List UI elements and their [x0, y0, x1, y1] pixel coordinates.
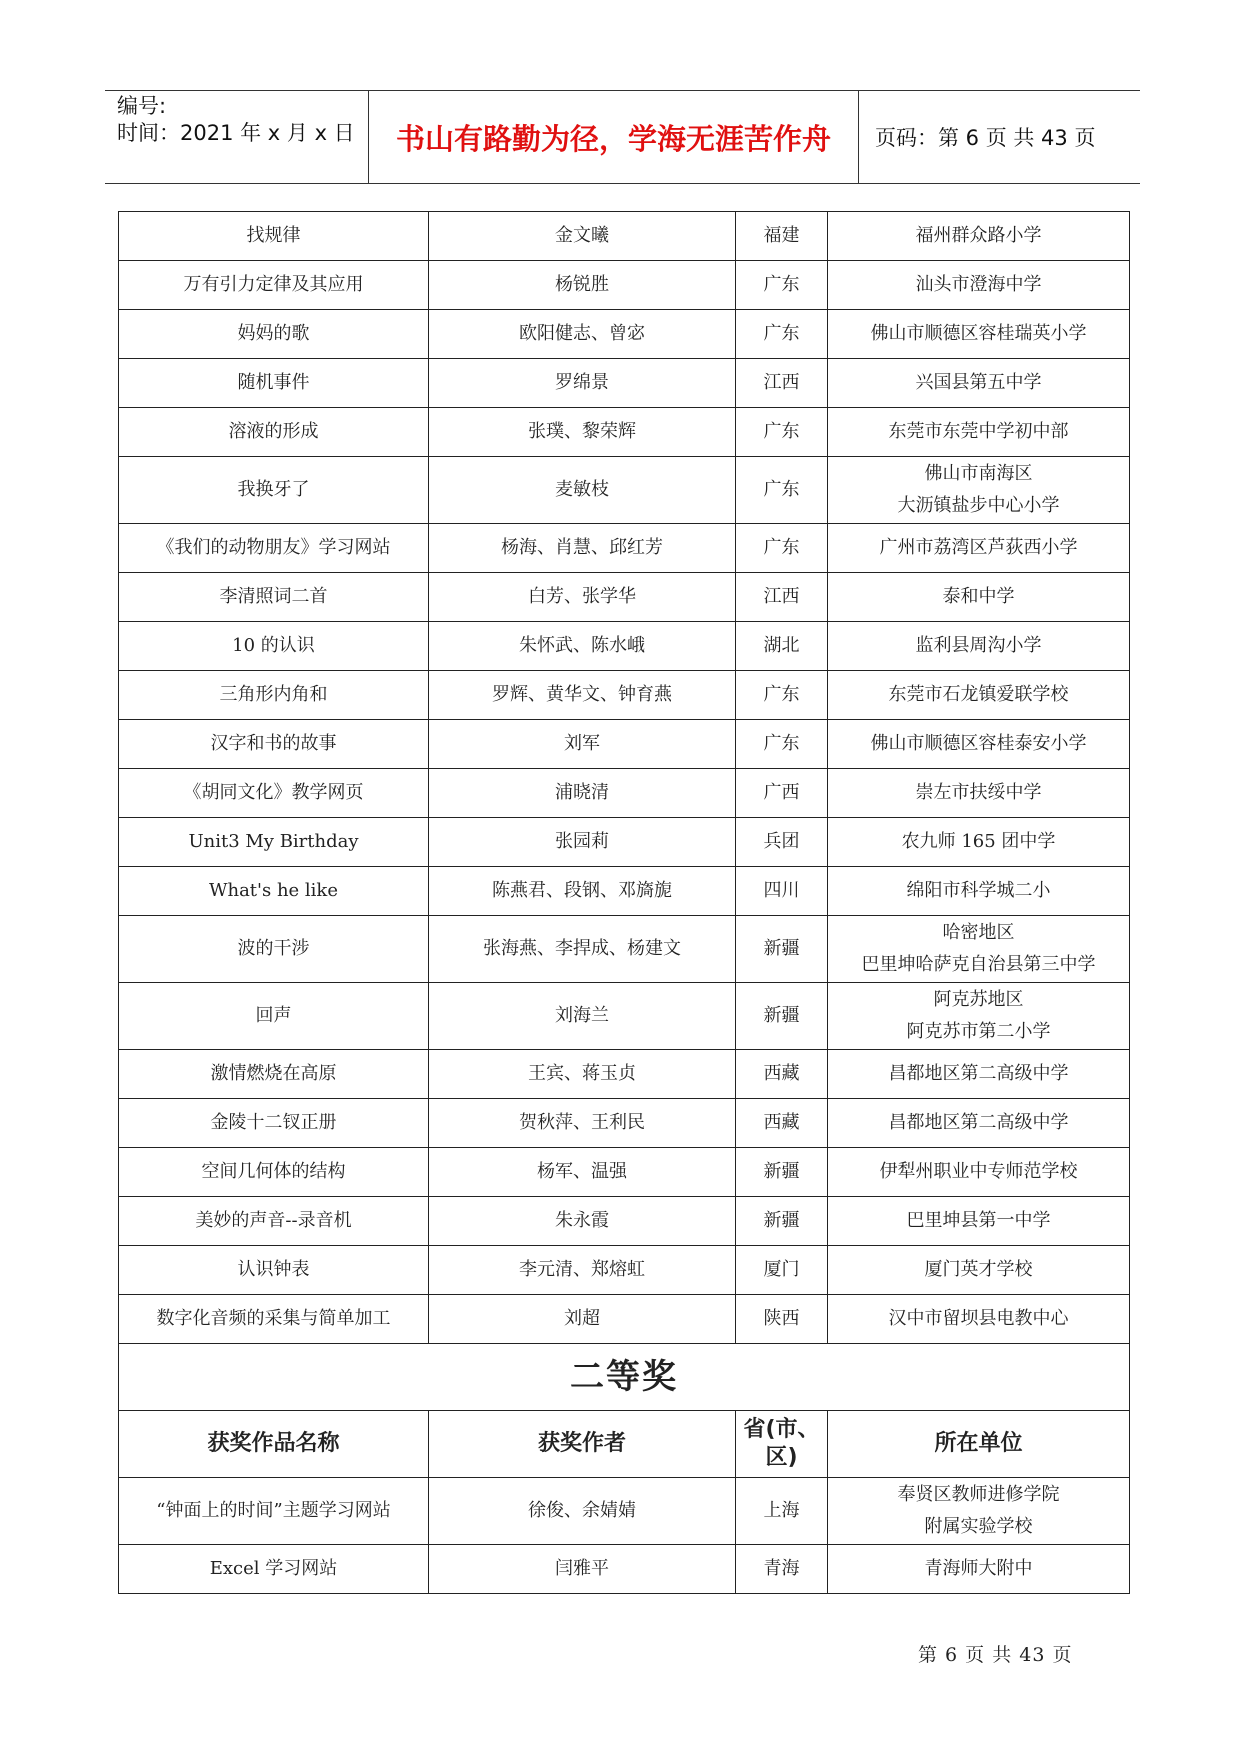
header-page-number: 页码：第 6 页 共 43 页 [875, 126, 1096, 150]
author-cell: 麦敏枝 [429, 457, 736, 524]
unit-cell-line: 广州市荔湾区芦荻西小学 [879, 537, 1078, 558]
unit-cell [828, 916, 1130, 983]
unit-cell-line: 厦门英才学校 [924, 1259, 1033, 1280]
table-row [119, 408, 1130, 457]
work-cell-line: 三角形内角和 [219, 684, 328, 705]
unit-cell-line: 兴国县第五中学 [915, 372, 1042, 393]
province-cell: 广东 [736, 310, 828, 359]
province-cell: 江西 [736, 359, 828, 408]
unit-cell-line: 佛山市顺德区容桂瑞英小学 [870, 323, 1087, 344]
table-row [119, 524, 1130, 573]
table-row [119, 1478, 1130, 1545]
unit-cell [828, 310, 1130, 359]
unit-cell-line: 佛山市南海区 [924, 463, 1033, 484]
column-header-province: 省(市、区) [736, 1411, 828, 1478]
unit-cell-line: 昌都地区第二高级中学 [888, 1112, 1069, 1133]
unit-cell-line: 大沥镇盐步中心小学 [897, 495, 1060, 516]
header-motto: 书山有路勤为径，学海无涯苦作舟 [395, 121, 831, 156]
author-cell: 刘海兰 [429, 983, 736, 1050]
work-cell [119, 573, 429, 622]
work-cell [119, 408, 429, 457]
work-cell [119, 1050, 429, 1099]
province-cell: 广东 [736, 457, 828, 524]
unit-cell-line: 昌都地区第二高级中学 [888, 1063, 1069, 1084]
unit-cell-line: 泰和中学 [942, 586, 1015, 607]
author-cell: 白芳、张学华 [429, 573, 736, 622]
province-cell: 四川 [736, 867, 828, 916]
work-cell [119, 359, 429, 408]
work-cell [119, 1545, 429, 1594]
unit-cell-line: 伊犁州职业中专师范学校 [879, 1161, 1078, 1182]
unit-cell [828, 983, 1130, 1050]
province-cell: 兵团 [736, 818, 828, 867]
table-row [119, 1148, 1130, 1197]
table-row [119, 1295, 1130, 1344]
province-cell: 湖北 [736, 622, 828, 671]
unit-cell-line: 青海师大附中 [924, 1558, 1033, 1579]
table-row [119, 1545, 1130, 1594]
time-label: 时间：2021 年 x 月 x 日 [117, 121, 355, 145]
work-cell [119, 867, 429, 916]
work-cell [119, 916, 429, 983]
work-cell [119, 1197, 429, 1246]
work-cell [119, 1478, 429, 1545]
work-cell-line: 我换牙了 [237, 479, 310, 500]
unit-cell [828, 720, 1130, 769]
column-header-row [119, 1411, 1130, 1478]
province-cell: 广东 [736, 408, 828, 457]
second-prize-rows [119, 1478, 1130, 1594]
table-row [119, 1050, 1130, 1099]
unit-cell-line: 农九师 165 团中学 [901, 831, 1056, 852]
work-cell-line: 找规律 [246, 225, 301, 246]
work-cell-line: 汉字和书的故事 [210, 733, 337, 754]
table-row [119, 769, 1130, 818]
work-cell-line: 《我们的动物朋友》学习网站 [156, 537, 391, 558]
work-cell-line: 万有引力定律及其应用 [183, 274, 364, 295]
author-cell: 张园莉 [429, 818, 736, 867]
province-cell: 上海 [736, 1478, 828, 1545]
work-cell [119, 524, 429, 573]
header-divider [858, 91, 859, 183]
province-cell: 新疆 [736, 983, 828, 1050]
province-cell: 西藏 [736, 1050, 828, 1099]
work-cell-line: Excel 学习网站 [209, 1558, 338, 1579]
author-cell: 朱永霞 [429, 1197, 736, 1246]
unit-cell [828, 408, 1130, 457]
author-cell: 张璞、黎荣辉 [429, 408, 736, 457]
author-cell: 罗绵景 [429, 359, 736, 408]
serial-label: 编号: [117, 94, 167, 118]
table-row [119, 983, 1130, 1050]
unit-cell-line: 阿克苏市第二小学 [906, 1021, 1051, 1042]
page-footer: 第 6 页 共 43 页 [918, 1644, 1073, 1666]
unit-cell [828, 671, 1130, 720]
author-cell: 杨军、温强 [429, 1148, 736, 1197]
unit-cell [828, 1099, 1130, 1148]
unit-cell [828, 573, 1130, 622]
table-row [119, 671, 1130, 720]
work-cell-line: 回声 [255, 1005, 292, 1026]
unit-cell [828, 1295, 1130, 1344]
work-cell [119, 310, 429, 359]
work-cell-line: 美妙的声音--录音机 [195, 1210, 352, 1231]
work-cell [119, 622, 429, 671]
work-cell-line: 李清照词二首 [219, 586, 328, 607]
work-cell-line: What's he like [208, 880, 338, 901]
author-cell: 刘军 [429, 720, 736, 769]
author-cell: 欧阳健志、曾宓 [429, 310, 736, 359]
section-title: 二等奖 [119, 1344, 1130, 1411]
column-header-work: 获奖作品名称 [119, 1411, 429, 1478]
province-cell: 新疆 [736, 1197, 828, 1246]
unit-cell-line: 哈密地区 [942, 922, 1015, 943]
unit-cell-line: 东莞市石龙镇爱联学校 [888, 684, 1069, 705]
unit-cell-line: 东莞市东莞中学初中部 [888, 421, 1069, 442]
work-cell [119, 261, 429, 310]
table-row [119, 310, 1130, 359]
unit-cell [828, 769, 1130, 818]
unit-cell [828, 261, 1130, 310]
author-cell: 徐俊、余婧婧 [429, 1478, 736, 1545]
work-cell-line: 数字化音频的采集与简单加工 [156, 1308, 391, 1329]
work-cell [119, 212, 429, 261]
province-cell: 青海 [736, 1545, 828, 1594]
author-cell: 李元清、郑熔虹 [429, 1246, 736, 1295]
unit-cell-line: 巴里坤县第一中学 [906, 1210, 1051, 1231]
work-cell-line: 认识钟表 [237, 1259, 310, 1280]
section-row [119, 1344, 1130, 1411]
work-cell-line: 溶液的形成 [228, 421, 319, 442]
author-cell: 闫雅平 [429, 1545, 736, 1594]
work-cell-line: 激情燃烧在高原 [210, 1063, 337, 1084]
unit-cell [828, 1050, 1130, 1099]
table-row [119, 359, 1130, 408]
province-cell: 广东 [736, 720, 828, 769]
page-header [105, 90, 1140, 184]
unit-cell-line: 福州群众路小学 [915, 225, 1042, 246]
province-cell: 江西 [736, 573, 828, 622]
unit-cell [828, 1197, 1130, 1246]
column-header-author: 获奖作者 [429, 1411, 736, 1478]
author-cell: 刘超 [429, 1295, 736, 1344]
work-cell [119, 983, 429, 1050]
table-row [119, 720, 1130, 769]
header-meta [117, 93, 367, 147]
work-cell-line: 《胡同文化》教学网页 [183, 782, 364, 803]
table-row [119, 261, 1130, 310]
unit-cell-line: 崇左市扶绥中学 [915, 782, 1042, 803]
work-cell-line: 妈妈的歌 [237, 323, 310, 344]
unit-cell-line: 阿克苏地区 [933, 989, 1024, 1010]
author-cell: 杨海、肖慧、邱红芳 [429, 524, 736, 573]
work-cell [119, 1246, 429, 1295]
unit-cell-line: 奉贤区教师进修学院 [897, 1484, 1060, 1505]
author-cell: 杨锐胜 [429, 261, 736, 310]
work-cell-line: 波的干涉 [237, 938, 310, 959]
province-cell: 陕西 [736, 1295, 828, 1344]
work-cell [119, 671, 429, 720]
author-cell: 张海燕、李捍成、杨建文 [429, 916, 736, 983]
unit-cell-line: 附属实验学校 [924, 1516, 1033, 1537]
second-prize-section [119, 1344, 1130, 1478]
unit-cell [828, 212, 1130, 261]
table-row [119, 1099, 1130, 1148]
work-cell-line: 空间几何体的结构 [201, 1161, 346, 1182]
unit-cell-line: 绵阳市科学城二小 [906, 880, 1051, 901]
province-cell: 厦门 [736, 1246, 828, 1295]
province-cell: 广东 [736, 524, 828, 573]
author-cell: 贺秋萍、王利民 [429, 1099, 736, 1148]
author-cell: 浦晓清 [429, 769, 736, 818]
unit-cell-line: 佛山市顺德区容桂泰安小学 [870, 733, 1087, 754]
author-cell: 朱怀武、陈水峨 [429, 622, 736, 671]
work-cell-line: 金陵十二钗正册 [210, 1112, 337, 1133]
province-cell: 广西 [736, 769, 828, 818]
province-cell: 西藏 [736, 1099, 828, 1148]
author-cell: 金文曦 [429, 212, 736, 261]
unit-cell [828, 1545, 1130, 1594]
table-row [119, 622, 1130, 671]
work-cell [119, 818, 429, 867]
unit-cell [828, 622, 1130, 671]
work-cell-line: “钟面上的时间”主题学习网站 [156, 1500, 391, 1521]
table-row [119, 916, 1130, 983]
unit-cell [828, 524, 1130, 573]
work-cell-line: 随机事件 [237, 372, 310, 393]
province-cell: 广东 [736, 261, 828, 310]
table-row [119, 573, 1130, 622]
work-cell [119, 1148, 429, 1197]
unit-cell-line: 汕头市澄海中学 [915, 274, 1042, 295]
author-cell: 罗辉、黄华文、钟育燕 [429, 671, 736, 720]
work-cell-line: 10 的认识 [232, 635, 315, 656]
unit-cell [828, 1246, 1130, 1295]
work-cell [119, 457, 429, 524]
column-header-unit: 所在单位 [828, 1411, 1130, 1478]
table-row [119, 1197, 1130, 1246]
unit-cell-line: 汉中市留坝县电教中心 [888, 1308, 1069, 1329]
province-cell: 新疆 [736, 1148, 828, 1197]
work-cell [119, 1099, 429, 1148]
awards-table [118, 211, 1130, 1594]
unit-cell [828, 818, 1130, 867]
work-cell [119, 769, 429, 818]
province-cell: 广东 [736, 671, 828, 720]
table-row [119, 1246, 1130, 1295]
unit-cell-line: 监利县周沟小学 [915, 635, 1042, 656]
unit-cell-line: 巴里坤哈萨克自治县第三中学 [861, 954, 1096, 975]
work-cell [119, 720, 429, 769]
table-row [119, 867, 1130, 916]
table-row [119, 457, 1130, 524]
province-cell: 新疆 [736, 916, 828, 983]
unit-cell [828, 1478, 1130, 1545]
author-cell: 陈燕君、段钢、邓旖旎 [429, 867, 736, 916]
author-cell: 王宾、蒋玉贞 [429, 1050, 736, 1099]
table-row [119, 212, 1130, 261]
unit-cell [828, 1148, 1130, 1197]
work-cell-line: Unit3 My Birthday [188, 831, 359, 852]
province-cell: 福建 [736, 212, 828, 261]
unit-cell [828, 457, 1130, 524]
unit-cell [828, 867, 1130, 916]
unit-cell [828, 359, 1130, 408]
work-cell [119, 1295, 429, 1344]
first-prize-rows [119, 212, 1130, 1344]
table-row [119, 818, 1130, 867]
